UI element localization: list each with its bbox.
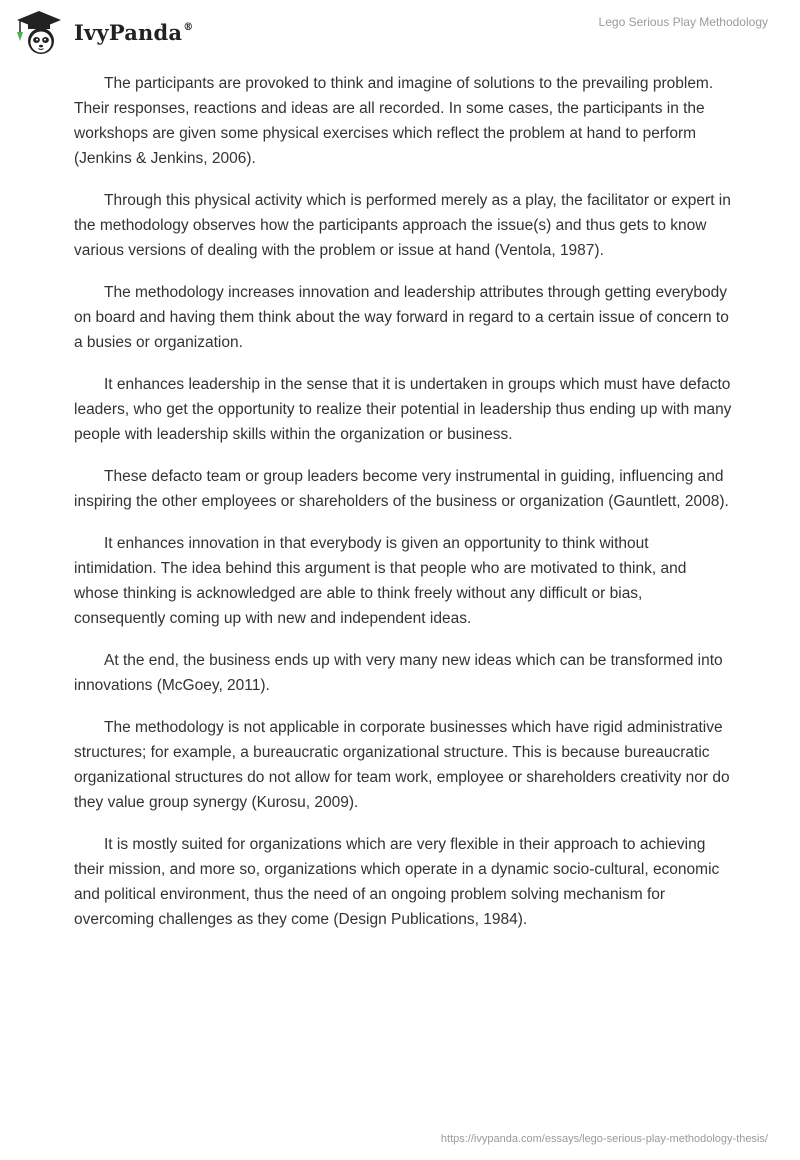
page-header: [0, 0, 800, 70]
paragraph: It is mostly suited for organizations which are very flexible in their approach to achieving their mission, and more so, organizations which operate in a dynamic socio-cultural, economic and political environment, thus the need of an ongoing problem solving mechanism for overcoming challenges as they come (Design Publications, 1984).: [74, 836, 720, 928]
essay-body: [74, 71, 734, 949]
paragraph: The participants are provoked to think and imagine of solutions to the prevailing problem. Their responses, reactions and ideas are all recorded. In some cases, the participants in the workshops are given some physical exercises which reflect the problem at hand to perform (Jenkins & Jenkins, 2006).: [74, 75, 714, 167]
paragraph: These defacto team or group leaders become very instrumental in guiding, influencing and inspiring the other employees or shareholders of the business or organization (Gauntlett, 2008).: [74, 468, 729, 510]
brand-name: IvyPanda®: [74, 19, 194, 45]
paragraph: Through this physical activity which is performed merely as a play, the facilitator or expert in the methodology observes how the participants approach the issue(s) and thus gets to know various versions of dealing with the problem or issue at hand (Ventola, 1987).: [74, 192, 731, 259]
paragraph: It enhances leadership in the sense that it is undertaken in groups which must have defacto leaders, who get the opportunity to realize their potential in leadership thus ending up with many people with leadership skills within the organization or business.: [74, 376, 732, 443]
paragraph: The methodology increases innovation and leadership attributes through getting everybody on board and having them think about the way forward in regard to a certain issue of concern to a busies or organization.: [74, 284, 729, 351]
document-title: Lego Serious Play Methodology: [598, 15, 768, 29]
source-url-link[interactable]: https://ivypanda.com/essays/lego-serious-play-methodology-thesis/: [440, 1133, 768, 1145]
paragraph: The methodology is not applicable in corporate businesses which have rigid administrative structures; for example, a bureaucratic organizational structure. This is because bureaucratic organizational structures do not allow for team work, employee or shareholders creativity nor do they value group synergy (Kurosu, 2009).: [74, 719, 730, 811]
panda-graduate-icon: [14, 8, 64, 58]
paragraph: It enhances innovation in that everybody is given an opportunity to think without intimidation. The idea behind this argument is that people who are motivated to think, and whose thinking is acknowledged are able to think freely without any difficult or bias, consequently coming up with new and independent ideas.: [74, 535, 687, 627]
paragraph: At the end, the business ends up with very many new ideas which can be transformed into innovations (McGoey, 2011).: [74, 652, 723, 694]
ivypanda-logo[interactable]: [14, 8, 193, 58]
